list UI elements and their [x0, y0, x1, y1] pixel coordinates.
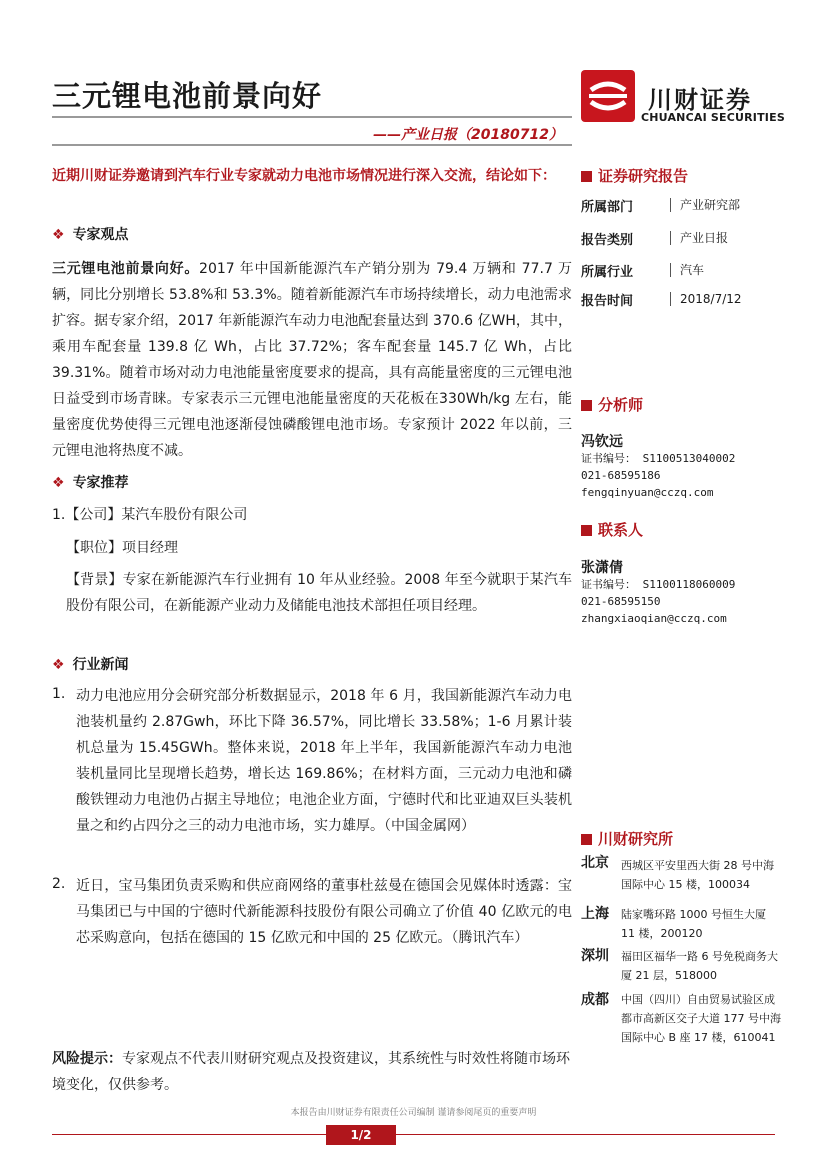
- square-bullet-icon: [581, 400, 592, 411]
- square-bullet-icon: [581, 834, 592, 845]
- footer-rule: [52, 1134, 775, 1135]
- office-city: 成都: [581, 992, 609, 1008]
- sidebar-heading-contact: 联系人: [581, 519, 643, 540]
- office-address: 福田区福华一路 6 号免税商务大厦 21 层，518000: [621, 950, 778, 982]
- square-bullet-icon: [581, 525, 592, 536]
- office-city: 北京: [581, 855, 609, 871]
- office-address: 陆家嘴环路 1000 号恒生大厦 11 楼，200120: [621, 908, 766, 940]
- report-subtitle: ——产业日报（20180712）: [373, 127, 563, 143]
- risk-note: [52, 1046, 572, 1098]
- logo-text-en: CHUANCAI SECURITIES: [641, 111, 785, 124]
- news-number: 1.: [52, 686, 66, 702]
- expert-background: 【背景】专家在新能源汽车行业拥有 10 年从业经验。2008 年至今就职于某汽车股份有限公司，在新能源产业动力及储能电池技术部担任项目经理。: [66, 572, 572, 614]
- diamond-bullet-icon: ❖: [52, 227, 65, 243]
- subtitle-rule: [52, 144, 572, 146]
- meta-value: 产业研究部: [670, 198, 740, 212]
- section-heading-industry-news: ❖ 行业新闻: [52, 657, 129, 673]
- page-number: 1/2: [326, 1125, 396, 1145]
- meta-value: 2018/7/12: [670, 292, 742, 306]
- news-number: 2.: [52, 876, 66, 892]
- office-address: 西城区平安里西大街 28 号中海国际中心 15 楼，100034: [621, 859, 774, 891]
- meta-key: 报告类别: [581, 233, 634, 248]
- contact-email[interactable]: zhangxiaoqian@cczq.com: [581, 612, 727, 625]
- expert-view-lead: 三元锂电池前景向好。: [52, 261, 200, 277]
- footer-disclaimer: 本报告由川财证券有限责任公司编制 谨请参阅尾页的重要声明: [290, 1108, 537, 1118]
- chuancai-logo-icon: [581, 70, 635, 122]
- news-item: 近日，宝马集团负责采购和供应商网络的董事杜兹曼在德国会见媒体时透露：宝马集团已与中国的宁德时代新能源科技股份有限公司确立了价值 40 亿欧元的电芯采购意向，包括在德国的 15 亿欧元和中国的 25 亿欧元。（腾讯汽车）: [76, 878, 572, 946]
- title-rule: [52, 116, 572, 118]
- expert-company: 1.【公司】某汽车股份有限公司: [52, 507, 248, 523]
- office-city: 上海: [581, 906, 609, 922]
- analyst-cert: 证书编号： S1100513040002: [581, 452, 736, 465]
- risk-text: 专家观点不代表川财研究观点及投资建议，其系统性与时效性将随市场环境变化，仅供参考。: [52, 1051, 570, 1093]
- contact-cert: 证书编号： S1100118060009: [581, 578, 736, 591]
- sidebar-heading-analyst: 分析师: [581, 394, 643, 415]
- square-bullet-icon: [581, 171, 592, 182]
- meta-value: 产业日报: [670, 231, 728, 245]
- sidebar-heading-report: 证券研究报告: [581, 165, 688, 186]
- report-title: 三元锂电池前景向好: [52, 79, 323, 113]
- risk-label: 风险提示：: [52, 1051, 122, 1067]
- meta-key: 报告时间: [581, 294, 634, 309]
- contact-phone: 021-68595150: [581, 595, 661, 608]
- analyst-email[interactable]: fengqinyuan@cczq.com: [581, 486, 714, 499]
- section-heading-expert-view: ❖ 专家观点: [52, 227, 129, 243]
- analyst-phone: 021-68595186: [581, 469, 661, 482]
- office-city: 深圳: [581, 948, 609, 964]
- section-heading-expert-recommend: ❖ 专家推荐: [52, 475, 129, 491]
- diamond-bullet-icon: ❖: [52, 475, 65, 491]
- office-address: 中国（四川）自由贸易试验区成都市高新区交子大道 177 号中海国际中心 B 座 17 楼，610041: [621, 993, 781, 1044]
- analyst-name: 冯钦远: [581, 434, 623, 450]
- logo-text-cn: 川财证券: [648, 86, 752, 114]
- lead-paragraph: 近期川财证券邀请到汽车行业专家就动力电池市场情况进行深入交流，结论如下：: [52, 168, 556, 184]
- diamond-bullet-icon: ❖: [52, 657, 65, 673]
- meta-value: 汽车: [670, 263, 704, 277]
- contact-name: 张潇倩: [581, 560, 623, 576]
- sidebar-heading-institute: 川财研究所: [581, 828, 673, 849]
- meta-key: 所属行业: [581, 265, 634, 280]
- expert-view-body: 2017 年中国新能源汽车产销分别为 79.4 万辆和 77.7 万辆，同比分别增长 53.8%和 53.3%。随着新能源汽车市场持续增长，动力电池需求扩容。据专家介绍，2017 年新能源汽车动力电池配套量达到 370.6 亿WH，其中，乘用车配套量 139.8 亿 Wh，占比 37.72%；客车配套量 145.7 亿 Wh，占比 39.31%。随着市场对动力电池能量密度要求的提高，具有高能量密度的三元锂电池日益受到市场青睐。专家表示三元锂电池能量密度的天花板在330Wh/kg 左右，能量密度优势使得三元锂电池逐渐侵蚀磷酸锂电池市场。专家预计 2022 年以前，三元锂电池将热度不减。: [52, 261, 572, 459]
- news-item: 动力电池应用分会研究部分析数据显示，2018 年 6 月，我国新能源汽车动力电池装机量约 2.87Gwh，环比下降 36.57%，同比增长 33.58%；1-6 月累计装机总量为 15.45GWh。整体来说，2018 年上半年，我国新能源汽车动力电池装机量同比呈现增长趋势，增长达 169.86%；在材料方面，三元动力电池和磷酸铁锂动力电池仍占据主导地位；电池企业方面，宁德时代和比亚迪双巨头装机量之和约占四分之三的动力电池市场，实力雄厚。（中国金属网）: [76, 688, 572, 834]
- meta-key: 所属部门: [581, 200, 634, 215]
- expert-view-paragraph: [52, 256, 572, 464]
- expert-position: 【职位】项目经理: [66, 540, 178, 556]
